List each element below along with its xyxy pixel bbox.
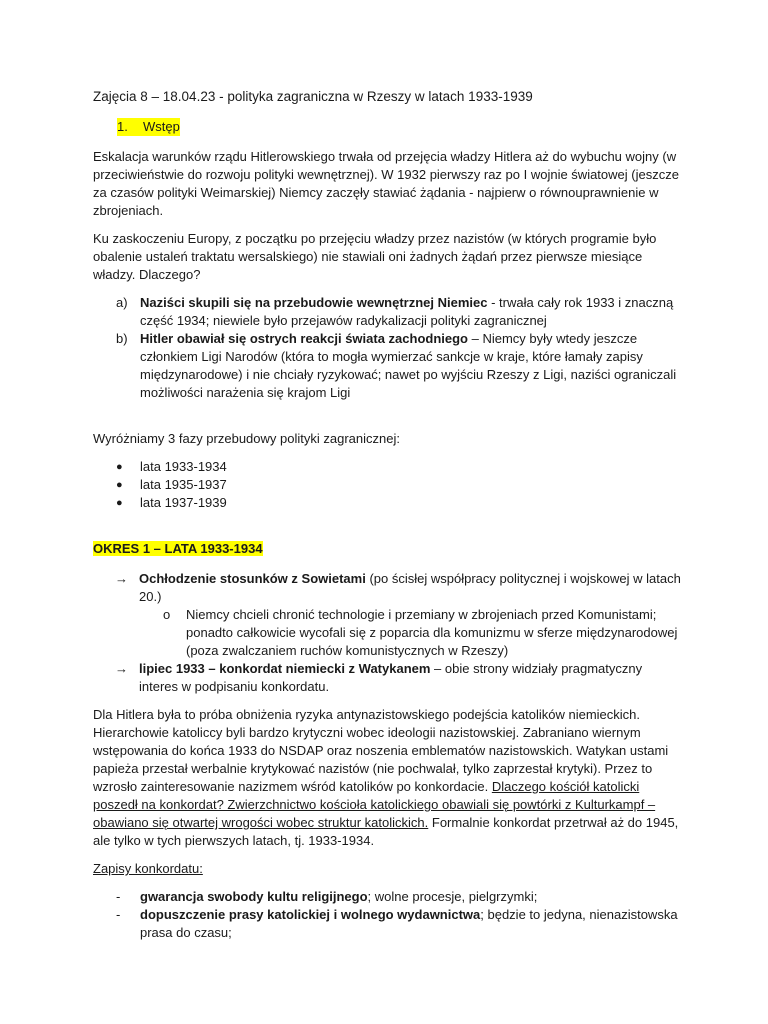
bullet-icon: ● bbox=[116, 461, 123, 473]
underlined-text: Dlaczego kościół katolicki poszedł na konkordat? Zwierzchnictwo kościoła katolickiego obawiali się powtórki z Kulturkampf – obawiano się otwartej wrogości wobec struktur katolickich. bbox=[93, 779, 656, 830]
sub-bullet-icon: o bbox=[163, 607, 171, 622]
bullet-icon: ● bbox=[116, 479, 123, 491]
provisions-list bbox=[93, 888, 683, 942]
document-title: Zajęcia 8 – 18.04.23 - polityka zagraniczna w Rzeszy w latach 1933-1939 bbox=[93, 89, 533, 104]
list-item-text: lata 1935-1937 bbox=[140, 477, 227, 492]
list-item bbox=[93, 476, 683, 494]
list-item-text bbox=[140, 906, 683, 942]
arrow-icon: → bbox=[115, 571, 128, 586]
underlined-text: Zapisy konkordatu: bbox=[93, 861, 203, 876]
bold-text: Naziści skupili się na przebudowie wewnętrznej Niemiec bbox=[140, 295, 488, 310]
list-item-text bbox=[139, 660, 683, 696]
section-number: 1. bbox=[117, 118, 139, 136]
plain-text: – obie strony widziały pragmatyczny interes w podpisaniu konkordatu. bbox=[139, 661, 643, 694]
paragraph-escalation: Eskalacja warunków rządu Hitlerowskiego trwała od przejęcia władzy Hitlera aż do wybuchu wojny (w przeciwieństwie do rozwoju polityki wewnętrznej). W 1932 pierwszy raz po I wojnie światowej (jeszcze za czasów polityki Weimarskiej) Niemcy zaczęły stawiać żądania - najpierw o równouprawnienie w zbrojeniach. bbox=[93, 149, 679, 218]
list-item-text bbox=[140, 330, 683, 402]
concordat-provisions-heading bbox=[93, 860, 683, 878]
bullet-icon: ● bbox=[116, 497, 123, 509]
reasons-list bbox=[93, 294, 683, 402]
plain-text: – Niemcy były wtedy jeszcze członkiem Ligi Narodów (która to mogła wymierzać sankcje w kraje, które łamały zapisy międzynarodowe) i nie chciały ryzykować; nawet po wyjściu Rzeszy z Ligi, naziści ograniczali możliwości narażenia się krajom Ligi bbox=[140, 331, 677, 400]
bold-text: Ochłodzenie stosunków z Sowietami bbox=[139, 571, 366, 586]
arrow-icon: → bbox=[115, 661, 128, 676]
list-marker: b) bbox=[116, 331, 128, 346]
plain-text: Formalnie konkordat przetrwał aż do 1945, ale tylko w tych pierwszych latach, tj. 1933-1934. bbox=[93, 815, 679, 848]
bold-text: dopuszczenie prasy katolickiej i wolnego wydawnictwa bbox=[140, 907, 481, 922]
period-heading-text: OKRES 1 – LATA 1933-1934 bbox=[93, 541, 263, 556]
list-item bbox=[93, 888, 683, 906]
list-item-text: lata 1933-1934 bbox=[140, 459, 227, 474]
list-item bbox=[93, 458, 683, 476]
period1-list bbox=[93, 570, 683, 696]
sub-list bbox=[93, 606, 683, 660]
bold-text: Hitler obawiał się ostrych reakcji świata zachodniego bbox=[140, 331, 469, 346]
dash-marker: - bbox=[116, 889, 121, 904]
bold-text: lipiec 1933 – konkordat niemiecki z Watykanem bbox=[139, 661, 431, 676]
list-item bbox=[93, 570, 683, 606]
bold-text: gwarancja swobody kultu religijnego bbox=[140, 889, 368, 904]
section-heading-intro bbox=[117, 118, 683, 136]
list-item bbox=[93, 660, 683, 696]
sub-list-container bbox=[93, 606, 683, 660]
list-item bbox=[93, 294, 683, 330]
plain-text: - trwała cały rok 1933 i znaczną część 1934; niewiele było przejawów radykalizacji polityki zagranicznej bbox=[140, 295, 674, 328]
list-item-text bbox=[139, 570, 683, 606]
plain-text: Dla Hitlera była to próba obniżenia ryzyka antynazistowskiego podejścia katolików niemieckich. Hierarchowie katoliccy byli bardzo krytyczni wobec ideologii nazistowskiej. Zabraniano wiernym wstępowania do końca 1933 do NSDAP oraz noszenia emblematów nazistowskich. Watykan ustami papieża przestał werbalnie krytykować nazistów (nie pochwalał, tylko zaprzestał krytyki). Przez to wzrosło zainteresowanie nazizmem wśród katolików po konkordacie. bbox=[93, 707, 669, 794]
list-item-text bbox=[140, 294, 683, 330]
plain-text: (po ścisłej współpracy politycznej i wojskowej w latach 20.) bbox=[139, 571, 681, 604]
list-item bbox=[93, 494, 683, 512]
list-item bbox=[93, 906, 683, 942]
plain-text: ; będzie to jedyna, nienazistowska prasa do czasu; bbox=[140, 907, 678, 940]
list-item bbox=[93, 330, 683, 402]
phases-list bbox=[93, 458, 683, 512]
list-item-text bbox=[140, 888, 537, 906]
document-page bbox=[93, 88, 683, 952]
sub-list-item-text: Niemcy chcieli chronić technologie i przemiany w zbrojeniach przed Komunistami; ponadto całkowicie wycofali się z poparcia dla komunizmu w sferze międzynarodowej (poza zwalczaniem ruchów komunistycznych w Rzeszy) bbox=[186, 607, 678, 658]
plain-text: ; wolne procesje, pielgrzymki; bbox=[367, 889, 538, 904]
list-item-text: lata 1937-1939 bbox=[140, 495, 227, 510]
dash-marker: - bbox=[116, 907, 121, 922]
paragraph-concordat bbox=[93, 706, 683, 850]
paragraph-phases-intro: Wyróżniamy 3 fazy przebudowy polityki zagranicznej: bbox=[93, 431, 400, 446]
sub-list-item bbox=[93, 606, 683, 660]
period-heading bbox=[93, 540, 683, 558]
section-label: Wstęp bbox=[139, 118, 180, 136]
list-marker: a) bbox=[116, 295, 128, 310]
paragraph-surprise: Ku zaskoczeniu Europy, z początku po przejęciu władzy przez nazistów (w których programie było obalenie ustaleń traktatu wersalskiego) nie stawiali oni żadnych żądań przez pierwsze miesiące władzy. Dlaczego? bbox=[93, 231, 657, 282]
